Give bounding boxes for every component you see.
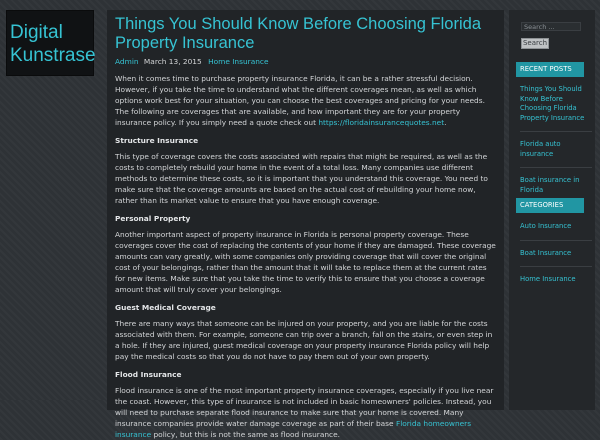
recent-posts-list [520, 85, 592, 195]
main-content [107, 10, 504, 439]
category-link[interactable]: Boat Insurance [520, 240, 592, 259]
recent-post-link[interactable]: Boat insurance in Florida [520, 167, 592, 195]
site-title[interactable]: Digital Kunstrase [10, 22, 96, 66]
intro-paragraph [115, 73, 496, 128]
category-link[interactable]: Auto Insurance [520, 222, 572, 230]
search-button[interactable]: Search [522, 39, 548, 47]
post-category-link[interactable]: Home Insurance [208, 57, 269, 66]
homeowners-insurance-link[interactable]: Florida homeowners insurance [115, 419, 472, 439]
section-heading: Guest Medical Coverage [115, 303, 216, 312]
recent-post-link[interactable]: Florida auto insurance [520, 131, 592, 159]
categories-list [520, 222, 592, 285]
category-link[interactable]: Home Insurance [520, 266, 592, 285]
post-body [115, 73, 496, 440]
section-heading: Flood Insurance [115, 370, 182, 379]
post-author-link[interactable]: Admin [115, 57, 139, 66]
categories-title: CATEGORIES [516, 198, 584, 213]
section-heading: Personal Property [115, 214, 191, 223]
recent-post-link[interactable]: Things You Should Know Before Choosing Florida Property Insurance [520, 85, 585, 122]
site-logo[interactable] [6, 10, 94, 76]
section-paragraph [115, 385, 496, 440]
sidebar [509, 10, 595, 410]
post-date[interactable]: March 13, 2015 [143, 57, 202, 66]
post-title[interactable]: Things You Should Know Before Choosing Florida Property Insurance [115, 15, 481, 52]
intro-end: . [444, 118, 447, 127]
section-paragraph: This type of coverage covers the costs associated with repairs that might be required, as well as the costs to completely rebuild your home in the event of a total loss. Many companies use different methods to determine these costs, so it is important that you understand this coverage. You need to make sure that the coverage amounts are based on the actual cost of rebuilding your home now, rather than its market value to ensure that you have enough coverage. [115, 152, 488, 205]
section-paragraph: There are many ways that someone can be injured on your property, and you are liable for the costs associated with them. For example, someone can trip over a branch, fall on the stairs, or even step in a hole. If they are injured, guest medical coverage on your property insurance Florida policy will help pay the medical costs so that you do not have to pay them out of your own property. [115, 319, 493, 361]
recent-posts-title: RECENT POSTS [516, 62, 584, 77]
flood-text-end: policy, but this is not the same as flood insurance. [151, 430, 341, 439]
intro-text: When it comes time to purchase property insurance Florida, it can be a rather stressful decision. However, if you take the time to understand what the different coverages mean, as well as which options work best for your situation, you can choose the best coverages and pricing for your needs. The following are coverages that are available, and how important they are for your property insurance policy. If you simply need a quote check out [115, 74, 485, 127]
search-input[interactable]: Search ... [521, 22, 581, 31]
section-heading: Structure Insurance [115, 136, 199, 145]
flood-text: Flood insurance is one of the most important property insurance coverages, especially if you live near the coast. However, this type of insurance is not included in basic homeowners' policies. Instead, you will need to purchase separate flood insurance to make sure that your home is covered. Many insurance companies provide water damage coverage as part of their base [115, 386, 494, 428]
section-paragraph: Another important aspect of property insurance in Florida is personal property coverage. These coverages cover the cost of replacing the contents of your home if they are damaged. These coverage amounts can vary greatly, with some companies only providing coverage that will cover the original cost of your belongings, rather than the amount that it will take to replace them at the current rates for new items. Make sure that you take the time to verify this to ensure that you choose a coverage amount that will truly cover your belongings. [115, 230, 496, 294]
quote-link[interactable]: https://floridainsurancequotes.net [318, 118, 445, 127]
post-meta [115, 57, 496, 66]
